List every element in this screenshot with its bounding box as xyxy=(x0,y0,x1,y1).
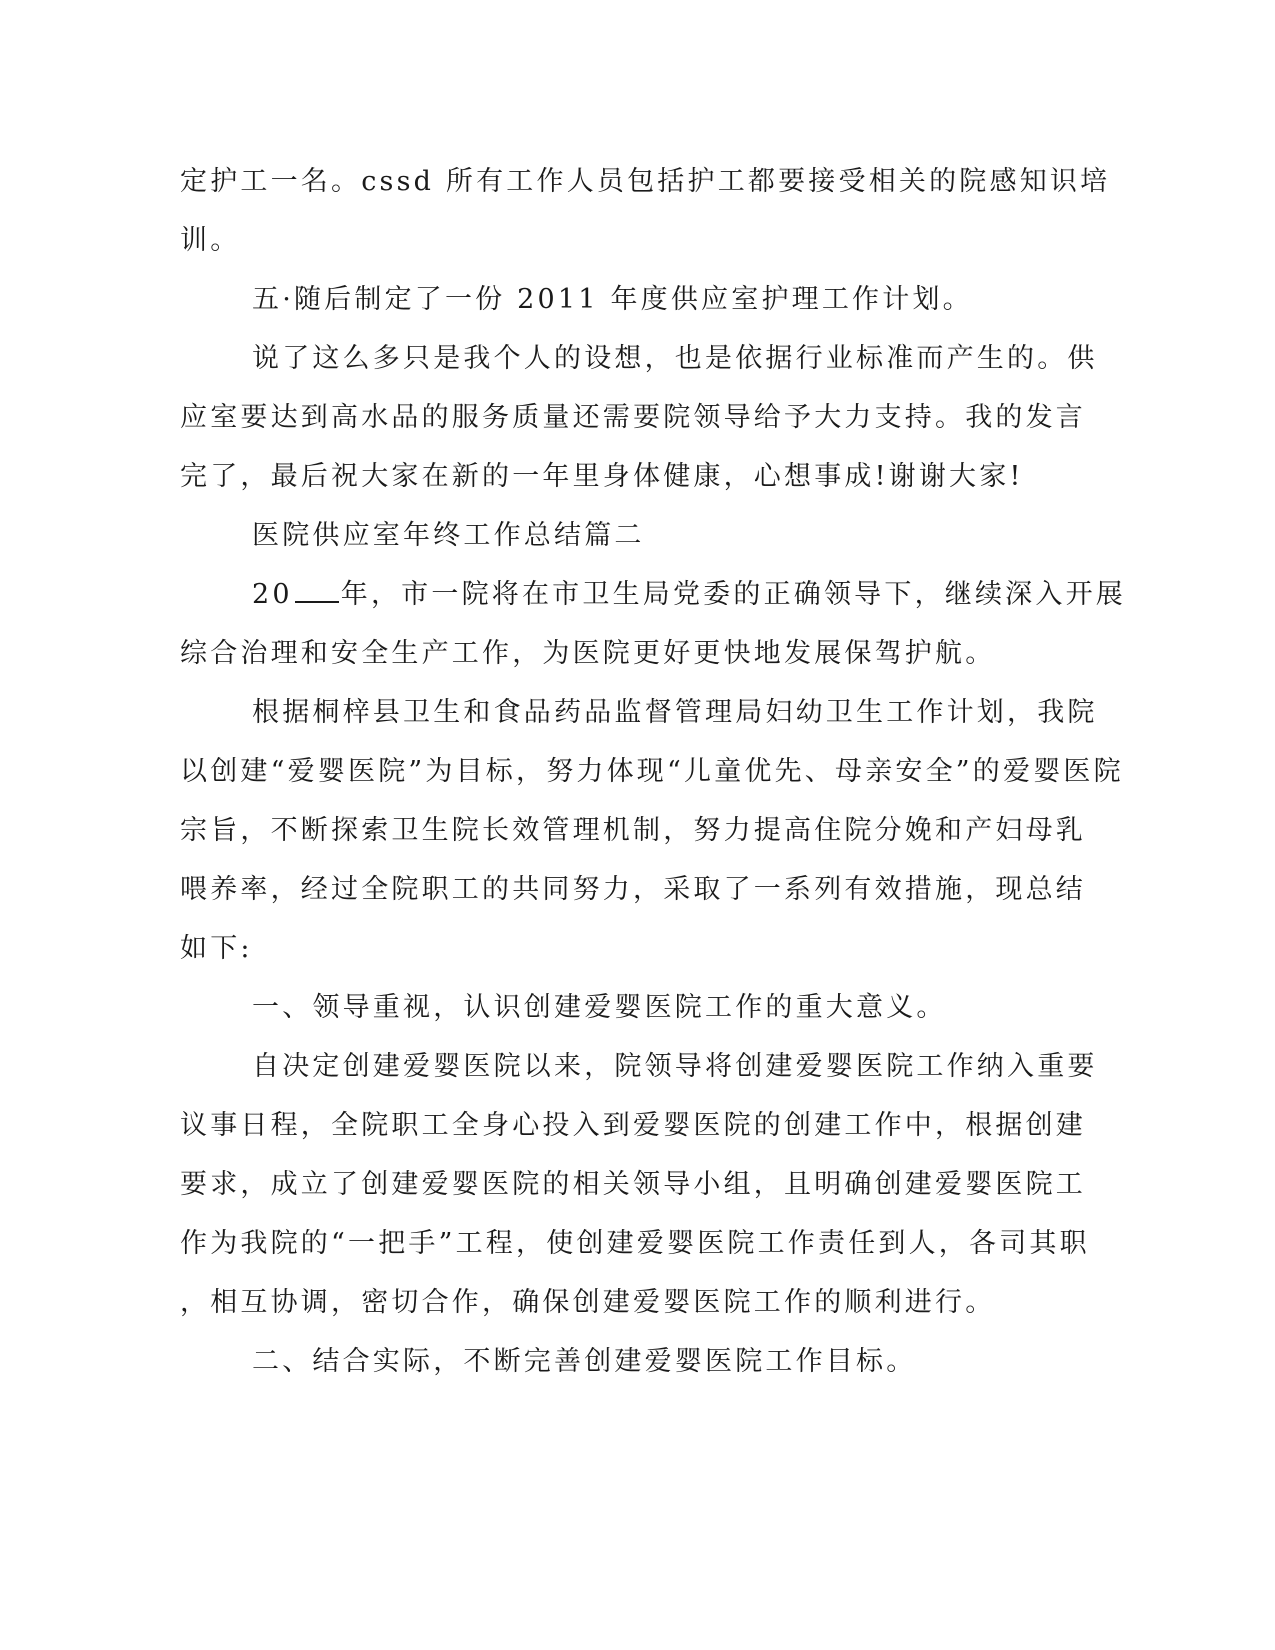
text-line: 要求，成立了创建爱婴医院的相关领导小组，且明确创建爱婴医院工 xyxy=(180,1169,1086,1200)
text-line: 应室要达到高水品的服务质量还需要院领导给予大力支持。我的发言 xyxy=(180,402,1086,433)
paragraph-line: 根据桐梓县卫生和食品药品监督管理局妇幼卫生工作计划，我院 xyxy=(252,697,1098,728)
year-prefix: 20 xyxy=(252,579,293,610)
text-line: 如下: xyxy=(180,933,253,964)
section-heading: 一、领导重视，认识创建爱婴医院工作的重大意义。 xyxy=(252,992,947,1023)
year-blank xyxy=(295,575,339,603)
text-line: 训。 xyxy=(180,225,241,256)
text-line: ，相互协调，密切合作，确保创建爱婴医院工作的顺利进行。 xyxy=(180,1287,996,1318)
paragraph-line xyxy=(180,565,1126,624)
text-line: 综合治理和安全生产工作，为医院更好更快地发展保驾护航。 xyxy=(180,638,996,669)
text-line: 作为我院的“一把手”工程，使创建爱婴医院工作责任到人，各司其职 xyxy=(180,1228,1090,1259)
text-line: 完了，最后祝大家在新的一年里身体健康，心想事成!谢谢大家! xyxy=(180,461,1024,492)
paragraph-line: 五·随后制定了一份 2011 年度供应室护理工作计划。 xyxy=(252,284,973,315)
paragraph-line: 说了这么多只是我个人的设想，也是依据行业标准而产生的。供 xyxy=(252,343,1098,374)
document-body xyxy=(180,152,1126,1391)
text-line: 喂养率，经过全院职工的共同努力，采取了一系列有效措施，现总结 xyxy=(180,874,1086,905)
text-line: 宗旨，不断探索卫生院长效管理机制，努力提高住院分娩和产妇母乳 xyxy=(180,815,1086,846)
section-heading: 二、结合实际，不断完善创建爱婴医院工作目标。 xyxy=(252,1346,917,1377)
paragraph-line: 自决定创建爱婴医院以来，院领导将创建爱婴医院工作纳入重要 xyxy=(252,1051,1098,1082)
text-line: 以创建“爱婴医院”为目标，努力体现“儿童优先、母亲安全”的爱婴医院 xyxy=(180,756,1124,787)
text-line: 议事日程，全院职工全身心投入到爱婴医院的创建工作中，根据创建 xyxy=(180,1110,1086,1141)
text-line: 定护工一名。cssd 所有工作人员包括护工都要接受相关的院感知识培 xyxy=(180,166,1111,197)
section-heading: 医院供应室年终工作总结篇二 xyxy=(252,520,645,551)
paragraph-text: 年，市一院将在市卫生局党委的正确领导下，继续深入开展 xyxy=(340,579,1126,610)
